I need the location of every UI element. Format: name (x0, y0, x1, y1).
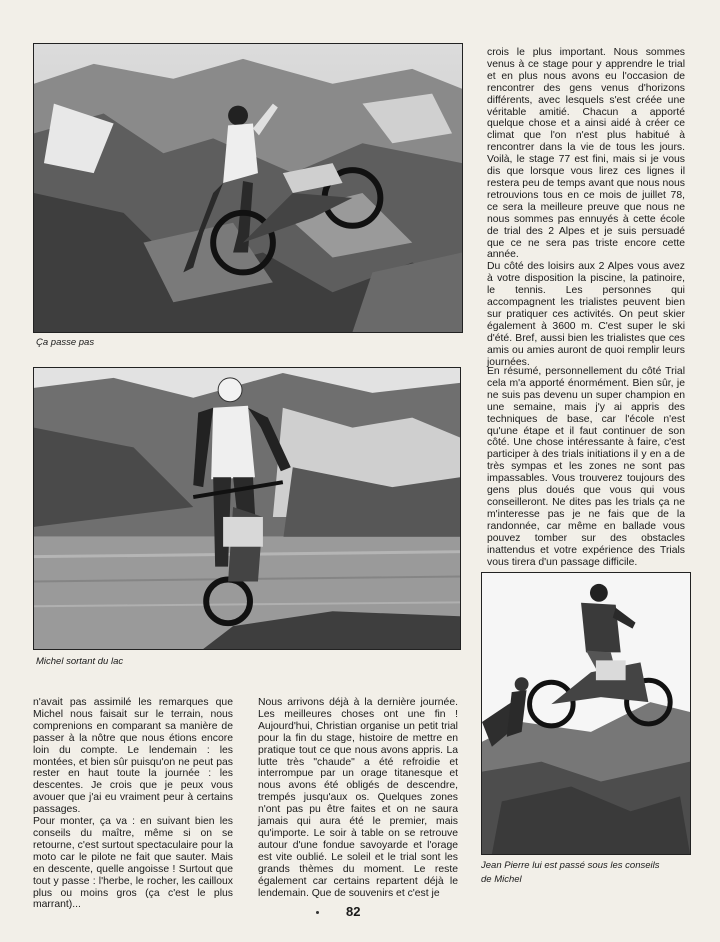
photo-rider-lake (33, 367, 461, 650)
text-middle-col (258, 697, 458, 899)
page-number: 82 (346, 904, 361, 919)
decorative-dot (316, 911, 319, 914)
paragraph: crois le plus important. Nous sommes venus à ce stage pour y apprendre le trial et en plus nous avons eu l'occasion de rencontrer des gens venus d'horizons différents, avec lesquels s'est créée une véritable amitié. Chacun a apporté quelque chose et a ainsi aidé à créer ce climat que l'on n'est plus habitué à rencontrer dans la vie de tous les jours. Voilà, le stage 77 est fini, mais si je vous dis que lorsque vous lirez ces lignes il restera peu de temps avant que nous nous retrouvions tous en ce mois de juillet 78, ce sera la meilleure preuve que nous ne nous sommes pas ennuyés à cette école de trial des 2 Alpes et je suis persuadé que ce ne sera pas triste encore cette année. (487, 47, 685, 261)
caption-photo3-line2: de Michel (481, 874, 522, 885)
paragraph: Du côté des loisirs aux 2 Alpes vous avez à votre disposition la piscine, la patinoire, le tennis. Les personnes qui accompagnent les trialistes peuvent bien sur pratiquer ces activités. On peut skier également à 3600 m. C'est super le ski d'été. Bref, aussi bien les trialistes que ces amis ou amies auront de quoi remplir leurs journées. (487, 261, 685, 368)
caption-photo3-line1: Jean Pierre lui est passé sous les conseils (481, 860, 660, 871)
paragraph: Pour monter, ça va : en suivant bien les conseils du maître, même si on se retourne, c'est surtout spectaculaire pour la moto car le pilote ne fait que sauter. Mais en descente, quelle angoisse ! Surtout que tout y passe : l'herbe, le rocher, les cailloux plus ou moins gros (ça c'est le plus marrant)... (33, 816, 233, 911)
paragraph: En résumé, personnellement du côté Trial cela m'a apporté énormément. Bien sûr, je ne suis pas devenu un super champion en une semaine, mais j'y ai appris des techniques de base, car l'école n'est qu'une étape et il faut continuer de son côté. Une chose intéressante à faire, c'est participer à des trials initiations il y en a de très sympas et les zones ne sont pas impassables. Vous trouverez toujours des gens plus doués que vous qui vous conseilleront. Ne dites pas les trials ça ne m'interesse pas je ne fais que de la randonnée, car même en ballade vous pouvez tomber sur des obstacles inattendus et votre expérience des Trials vous tirera d'un passage difficile. (487, 366, 685, 568)
paragraph: n'avait pas assimilé les remarques que Michel nous faisait sur le terrain, nous comprenions en comparant sa manière de passer à la nôtre que nous étions encore loin du compte. Le lendemain : les montées, et bien sûr puisqu'on ne peut pas rester en haut toute la journée : les descentes. Je crois que je peux vous avouer que j'ai eu vraiment peur à certains passages. (33, 697, 233, 816)
caption-photo2: Michel sortant du lac (36, 656, 124, 667)
caption-photo1: Ça passe pas (36, 337, 95, 348)
text-left-col (33, 697, 233, 911)
photo-rider-rocks (33, 43, 463, 333)
photo-jean-pierre (481, 572, 691, 855)
paragraph: Nous arrivons déjà à la dernière journée. Les meilleures choses ont une fin ! Aujourd'hui, Christian organise un petit trial pour la fin du stage, histoire de mettre en pratique tout ce que nous avons appris. La lutte très "chaude" a été refroidie et interrompue par un orage titanesque et nous avons été obligés de descendre, trempés jusqu'aux os. Quelques zones n'ont pas pu être faites et on ne saura jamais qui aura été le premier, mais qu'importe. Le soir à table on se retrouve autour d'une fondue savoyarde et l'orage est vite oublié. Le soleil et le trial sont les grands thèmes du moment. Le reste également car certains repartent déjà le lendemain. Que de souvenirs et c'est je (258, 697, 458, 899)
text-right-col-top (487, 47, 685, 368)
text-right-col-mid (487, 366, 685, 568)
